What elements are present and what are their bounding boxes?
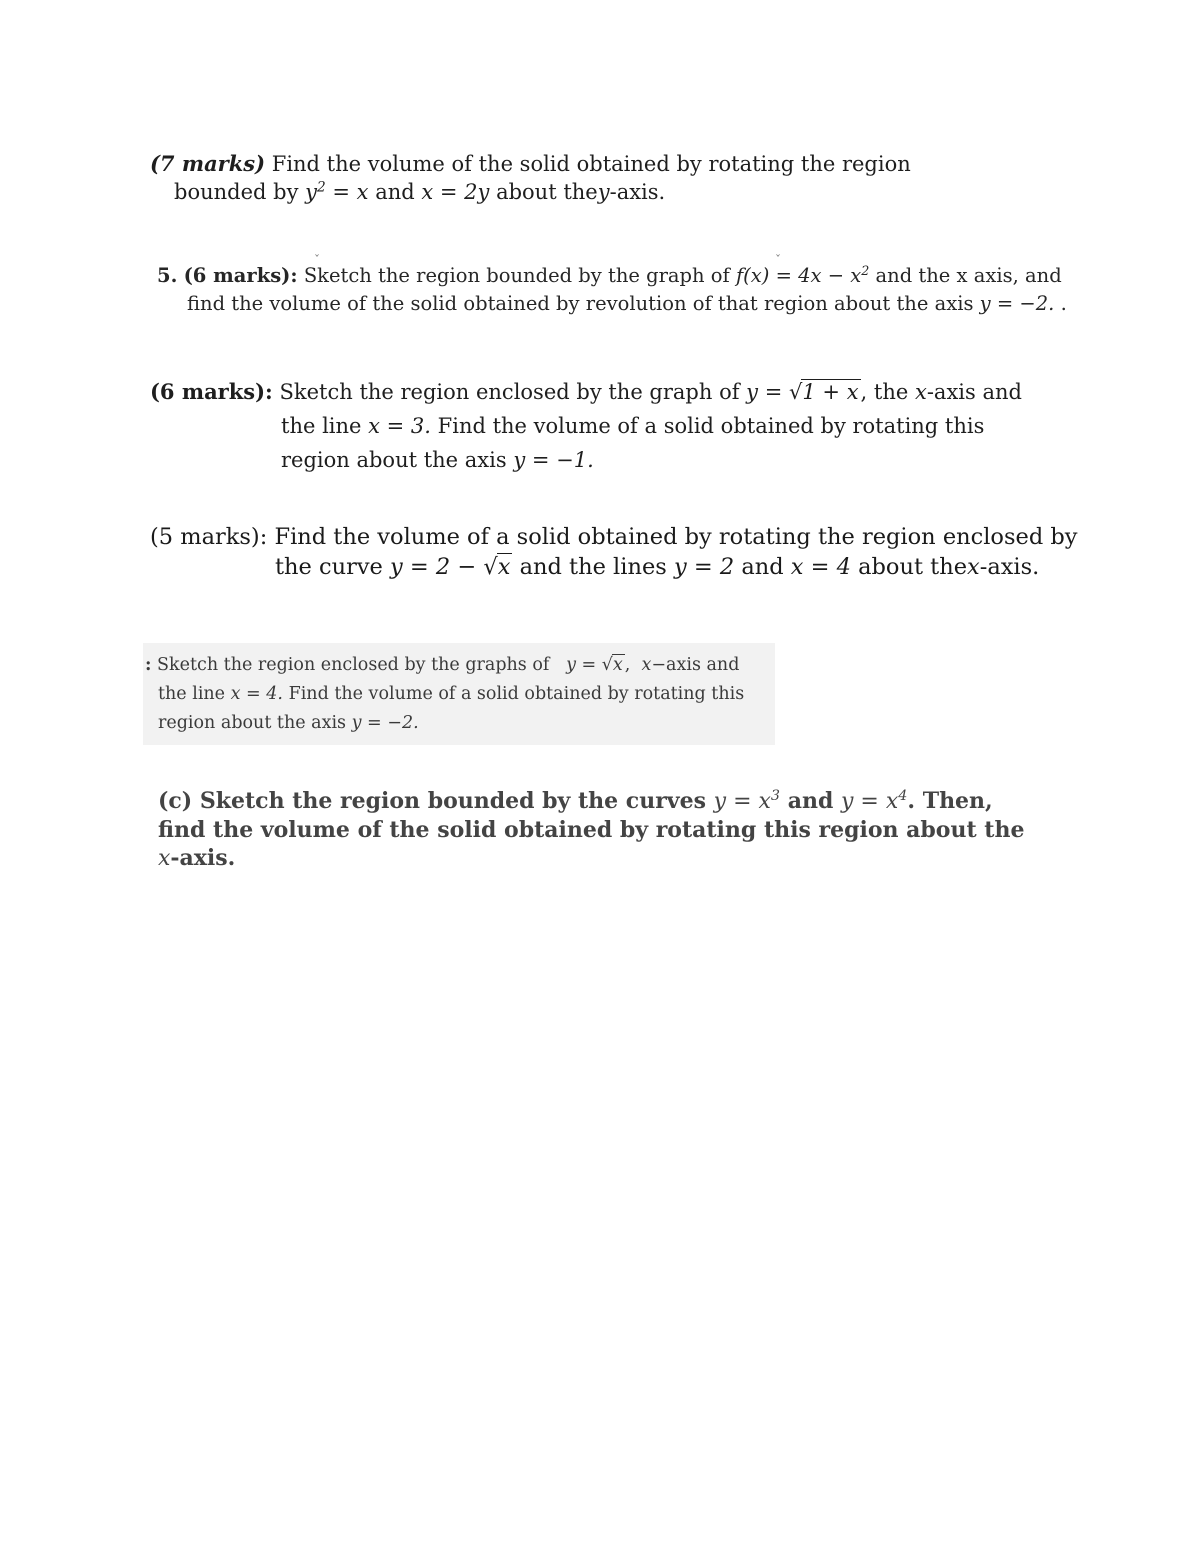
problem-text: and (741, 554, 784, 580)
math-expression: y = −1. (513, 448, 594, 472)
problem-text: Sketch the region bounded by the graph of (303, 264, 730, 287)
math-expression: x = 2y (421, 180, 490, 204)
math-expression: x = 3. (368, 414, 431, 438)
problem-marks: (6 marks): (183, 264, 298, 287)
math-expression: y = √x (566, 655, 623, 675)
problem-text: , the (860, 380, 909, 404)
problem-text: the line (281, 414, 362, 438)
problem-text: -axis. (609, 180, 666, 204)
problem-text: . (1060, 292, 1067, 315)
problem-text: and (787, 788, 834, 814)
problem-text: Sketch the region enclosed by the graphs of (157, 655, 550, 675)
problem-text: about the (496, 180, 598, 204)
problem-6-marks (150, 375, 1022, 477)
problem-marks: (6 marks): (150, 379, 273, 404)
math-variable: x (158, 846, 171, 871)
problem-text: and the x axis, and (875, 264, 1062, 287)
math-expression: y = −2. (979, 292, 1055, 315)
problem-text: and (375, 180, 415, 204)
math-expression: x = 4 (790, 554, 851, 580)
problem-7-marks (150, 150, 911, 206)
problem-text: . Then, (907, 788, 993, 814)
problem-text: -axis. (170, 845, 236, 871)
problem-text: Find the volume of a solid obtained by rotating the region enclosed by (274, 524, 1078, 550)
math-variable: x (914, 380, 927, 404)
math-expression: y = 2 (673, 554, 735, 580)
problem-marks: (7 marks) (150, 151, 266, 176)
problem-text: find the volume of the solid obtained by revolution of that region about the axis (187, 292, 974, 315)
problem-text: the line (158, 684, 226, 704)
math-expression: $y^2 = x$ (305, 179, 369, 204)
problem-marks: (5 marks): (150, 524, 268, 550)
problem-text: region about the axis (158, 713, 347, 733)
scan-artifact-mark: ˇ (314, 253, 320, 267)
problem-c (158, 787, 1024, 873)
math-expression: $y = x^4$ (841, 788, 908, 814)
problem-label: (c) (158, 788, 193, 814)
math-variable: x (967, 554, 980, 580)
math-expression: y = −2. (351, 713, 419, 733)
problem-5 (157, 253, 1067, 318)
problem-text: bounded by (174, 180, 299, 204)
problem-text: find the volume of the solid obtained by rotating this region about the (158, 817, 1025, 843)
math-expression: $y = x^3$ (713, 788, 781, 814)
problem-text: Sketch the region enclosed by the graph of (279, 380, 740, 404)
problem-text: -axis. (979, 554, 1040, 580)
problem-number: 5. (157, 264, 178, 287)
sqrt-symbol: √x (601, 655, 623, 675)
problem-text: -axis and (926, 380, 1022, 404)
math-variable: x (641, 655, 652, 675)
problem-text: , (624, 655, 631, 675)
problem-text: −axis and (651, 655, 740, 675)
math-variable: y (597, 180, 610, 204)
problem-text: Find the volume of a solid obtained by rotating this (437, 414, 985, 438)
problem-text: and the lines (519, 554, 667, 580)
problem-scanned-snippet (143, 643, 775, 745)
math-expression: $f(x) = 4x - x^2$ (735, 263, 870, 287)
problem-text: about the (858, 554, 968, 580)
problem-text: region about the axis (281, 448, 507, 472)
sqrt-symbol: √x (483, 554, 511, 580)
problem-lead-colon: : (145, 655, 152, 675)
math-expression: y = √1 + x (746, 380, 859, 404)
problem-text: the curve (275, 554, 383, 580)
math-expression: y = 2 − √x (390, 554, 511, 580)
problem-text: Sketch the region bounded by the curves (199, 788, 706, 814)
problem-text: Find the volume of the solid obtained by rotating the region (271, 152, 911, 176)
math-expression: x = 4. (230, 684, 283, 704)
problem-text: Find the volume of a solid obtained by rotating this (288, 684, 745, 704)
problem-5-marks (150, 522, 1078, 582)
sqrt-symbol: √1 + x (789, 380, 859, 404)
scan-artifact-mark: ˇ (775, 253, 781, 267)
